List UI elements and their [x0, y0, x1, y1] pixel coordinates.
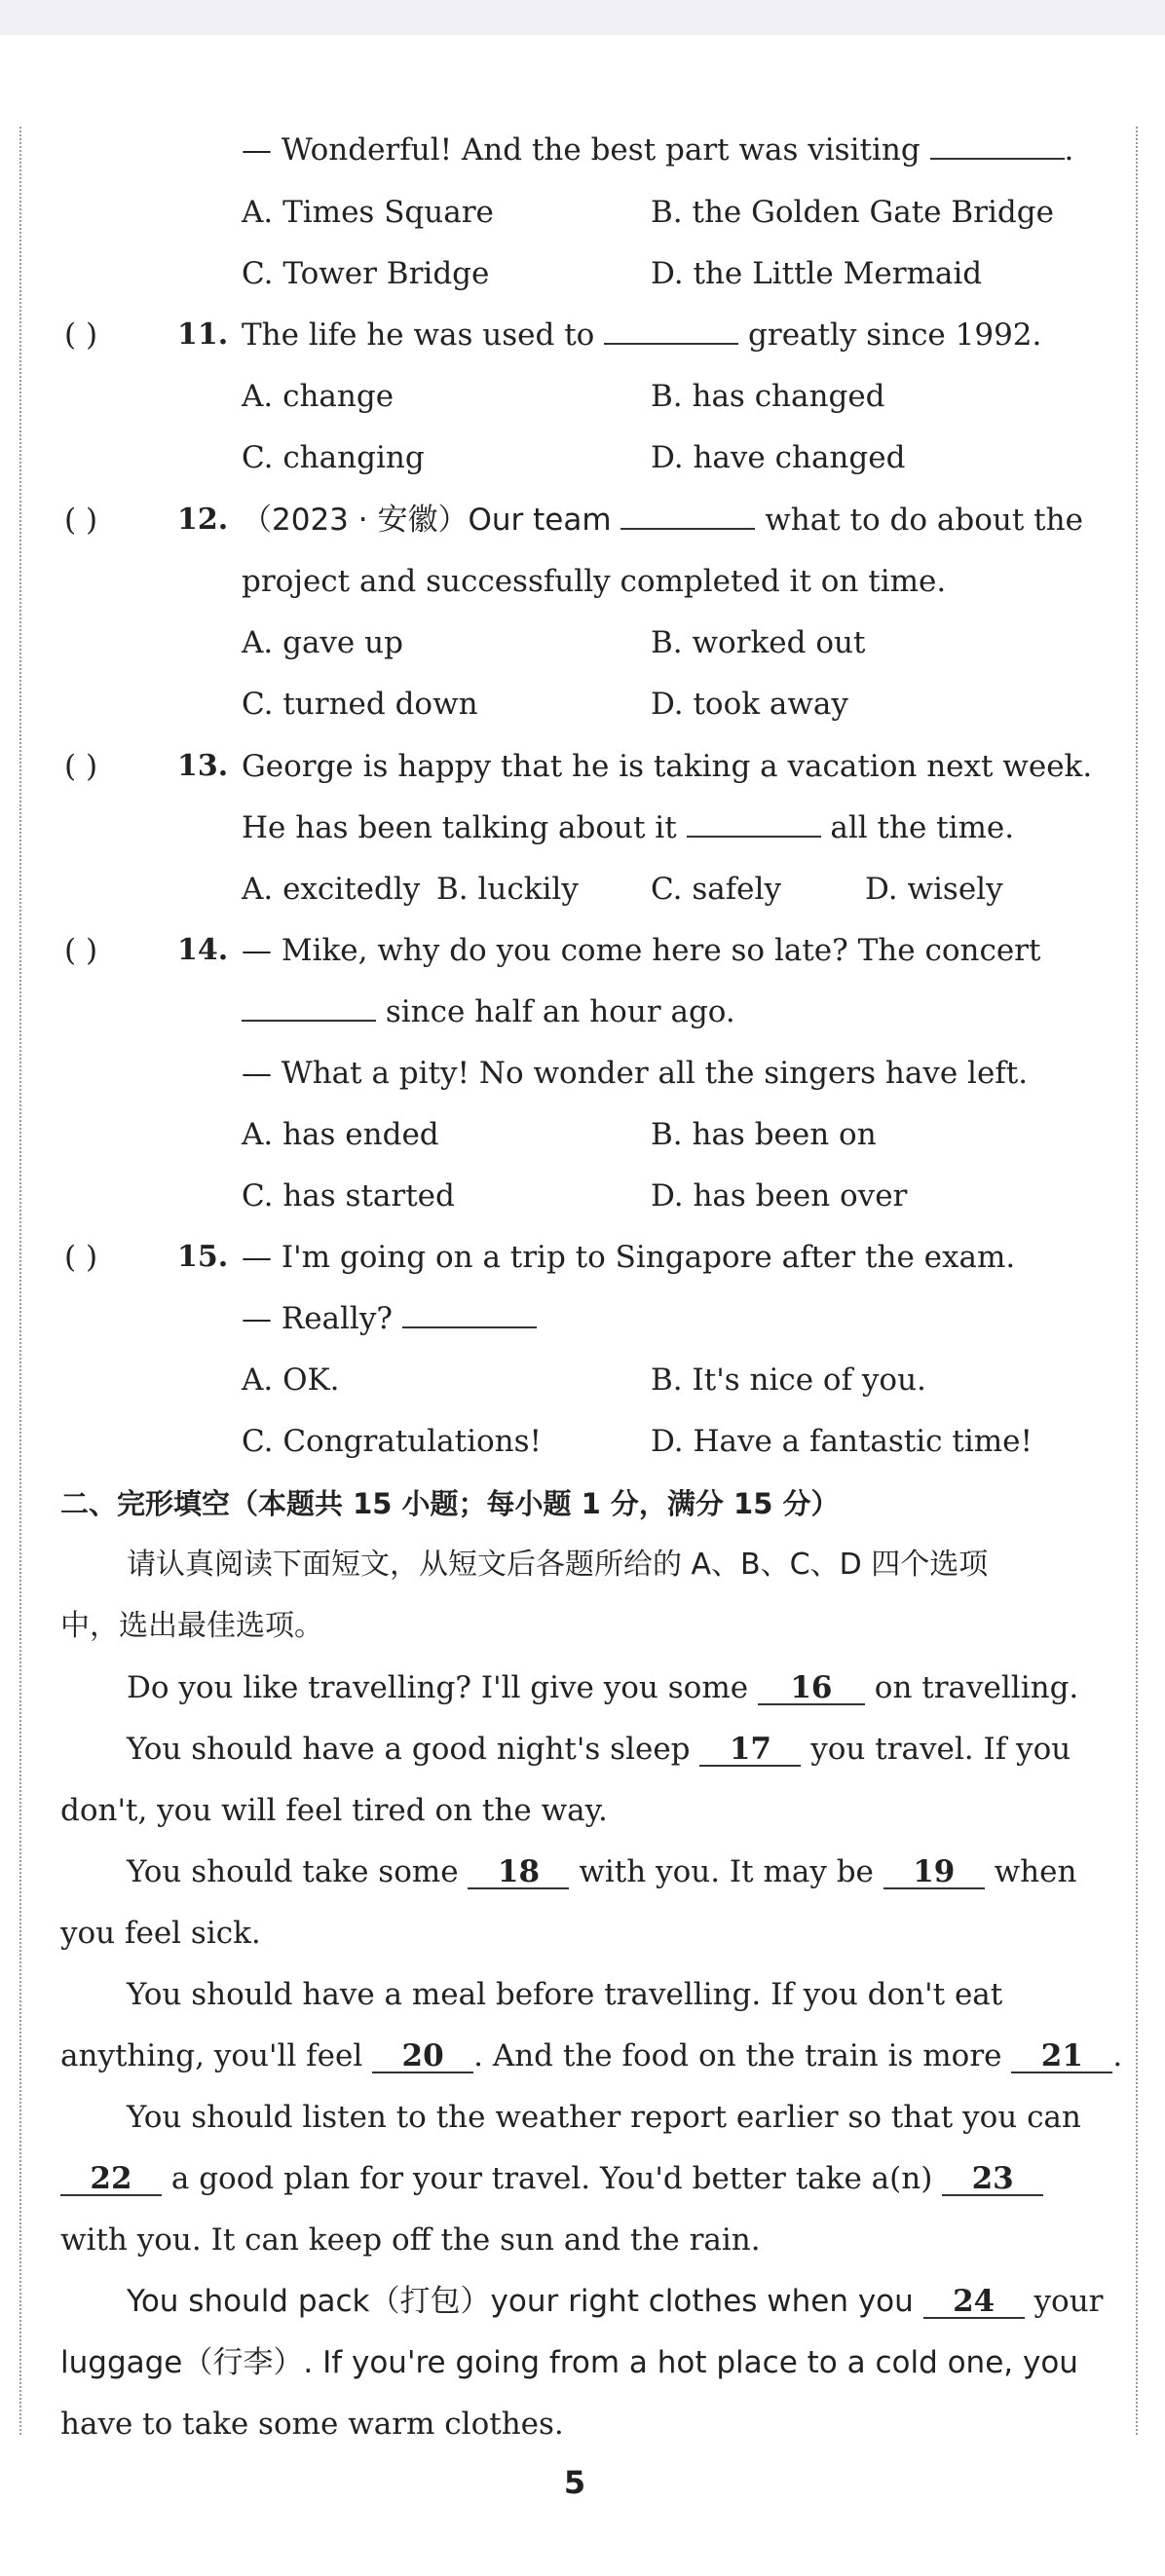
- answer-bracket: ( ): [64, 749, 98, 784]
- option-d: D. has been over: [651, 1178, 908, 1213]
- q10-stem: — Wonderful! And the best part was visiting .: [242, 132, 1074, 168]
- passage-paragraph-5-line-3: with you. It can keep off the sun and the rain.: [60, 2222, 761, 2258]
- question-number: 13.: [177, 749, 229, 783]
- option-d: D. wisely: [865, 872, 1003, 907]
- passage-paragraph-6-line-3: have to take some warm clothes.: [60, 2407, 564, 2442]
- passage-paragraph-6: You should pack（打包）your right clothes when you 24 your: [127, 2284, 1104, 2319]
- option-c: C. turned down: [242, 687, 478, 722]
- cloze-gap: 17: [699, 1734, 801, 1767]
- option-c: C. changing: [242, 440, 425, 475]
- option-c: C. has started: [242, 1178, 455, 1213]
- option-a: A. gave up: [242, 625, 403, 660]
- cloze-gap: 22: [60, 2163, 162, 2196]
- option-d: D. took away: [651, 687, 848, 722]
- left-dotted-margin: [19, 127, 21, 2435]
- question-stem-line-2: since half an hour ago.: [242, 992, 735, 1031]
- answer-blank: [930, 132, 1065, 160]
- cloze-gap: 16: [758, 1672, 865, 1705]
- answer-bracket: ( ): [64, 503, 98, 538]
- section-instruction: 请认真阅读下面短文，从短文后各题所给的 A、B、C、D 四个选项: [127, 1548, 989, 1582]
- answer-blank: [604, 317, 738, 345]
- page-number: 5: [563, 2464, 586, 2501]
- right-dotted-margin: [1136, 127, 1138, 2435]
- question-stem: George is happy that he is taking a vacation next week.: [242, 749, 1093, 784]
- question-stem: — Mike, why do you come here so late? The concert: [242, 933, 1041, 968]
- cloze-gap: 24: [923, 2286, 1025, 2319]
- passage-paragraph-2-line-2: don't, you will feel tired on the way.: [60, 1793, 608, 1828]
- question-stem: （2023 · 安徽）Our team what to do about the: [242, 503, 1083, 538]
- option-d: D. have changed: [651, 440, 906, 475]
- option-a: A. Times Square: [242, 195, 494, 230]
- cloze-gap: 18: [468, 1856, 569, 1889]
- question-number: 14.: [177, 933, 229, 967]
- top-margin-band: [0, 0, 1165, 35]
- answer-blank: [687, 810, 821, 838]
- option-b: B. It's nice of you.: [651, 1363, 926, 1398]
- answer-blank: [242, 994, 376, 1022]
- answer-bracket: ( ): [64, 933, 98, 968]
- section-heading: 二、完形填空（本题共 15 小题；每小题 1 分，满分 15 分）: [60, 1487, 840, 1520]
- passage-paragraph-3-line-2: you feel sick.: [60, 1916, 261, 1951]
- cloze-gap: 20: [372, 2040, 473, 2073]
- option-d: D. the Little Mermaid: [651, 256, 983, 291]
- passage-paragraph-5: You should listen to the weather report earlier so that you can: [127, 2100, 1081, 2135]
- option-a: A. has ended: [242, 1117, 439, 1152]
- answer-bracket: ( ): [64, 1240, 98, 1275]
- question-stem-line-2: He has been talking about it all the time.: [242, 810, 1015, 845]
- question-number: 15.: [177, 1240, 229, 1274]
- option-a: A. change: [242, 379, 395, 414]
- passage-paragraph-4-line-2: anything, you'll feel 20 . And the food on the train is more 21 .: [60, 2038, 1123, 2073]
- question-number: 12.: [177, 503, 229, 537]
- passage-paragraph-1: Do you like travelling? I'll give you some 16 on travelling.: [127, 1670, 1079, 1705]
- question-stem: — I'm going on a trip to Singapore after the exam.: [242, 1240, 1016, 1275]
- section-instruction-line-2: 中，选出最佳选项。: [60, 1609, 323, 1643]
- question-stem-line-2: — Really?: [242, 1299, 537, 1338]
- option-b: B. worked out: [651, 625, 866, 660]
- question-stem-line-2: project and successfully completed it on time.: [242, 564, 947, 599]
- passage-paragraph-3: You should take some 18 with you. It may be 19 when: [127, 1854, 1077, 1889]
- cloze-gap: 23: [942, 2163, 1043, 2196]
- question-number: 11.: [177, 317, 229, 352]
- answer-bracket: ( ): [64, 317, 98, 353]
- option-b: B. luckily: [436, 872, 579, 907]
- option-b: B. the Golden Gate Bridge: [651, 195, 1054, 230]
- cloze-gap: 21: [1011, 2040, 1112, 2073]
- option-a: A. excitedly: [242, 872, 421, 907]
- question-stem: The life he was used to greatly since 1992.: [242, 317, 1042, 353]
- passage-paragraph-5-line-2: 22 a good plan for your travel. You'd better take a(n) 23: [60, 2159, 1043, 2198]
- option-c: C. Congratulations!: [242, 1424, 543, 1459]
- passage-paragraph-2: You should have a good night's sleep 17 you travel. If you: [127, 1732, 1071, 1767]
- question-stem-line-3: — What a pity! No wonder all the singers have left.: [242, 1056, 1029, 1091]
- answer-blank: [402, 1301, 537, 1328]
- option-b: B. has been on: [651, 1117, 877, 1152]
- option-c: C. safely: [651, 872, 781, 907]
- cloze-gap: 19: [883, 1856, 985, 1889]
- option-d: D. Have a fantastic time!: [651, 1424, 1033, 1459]
- option-a: A. OK.: [242, 1363, 340, 1398]
- passage-paragraph-6-line-2: luggage（行李）. If you're going from a hot place to a cold one, you: [60, 2345, 1078, 2380]
- option-b: B. has changed: [651, 379, 885, 414]
- option-c: C. Tower Bridge: [242, 256, 490, 291]
- passage-paragraph-4: You should have a meal before travelling. If you don't eat: [127, 1977, 1003, 2012]
- answer-blank: [620, 503, 755, 530]
